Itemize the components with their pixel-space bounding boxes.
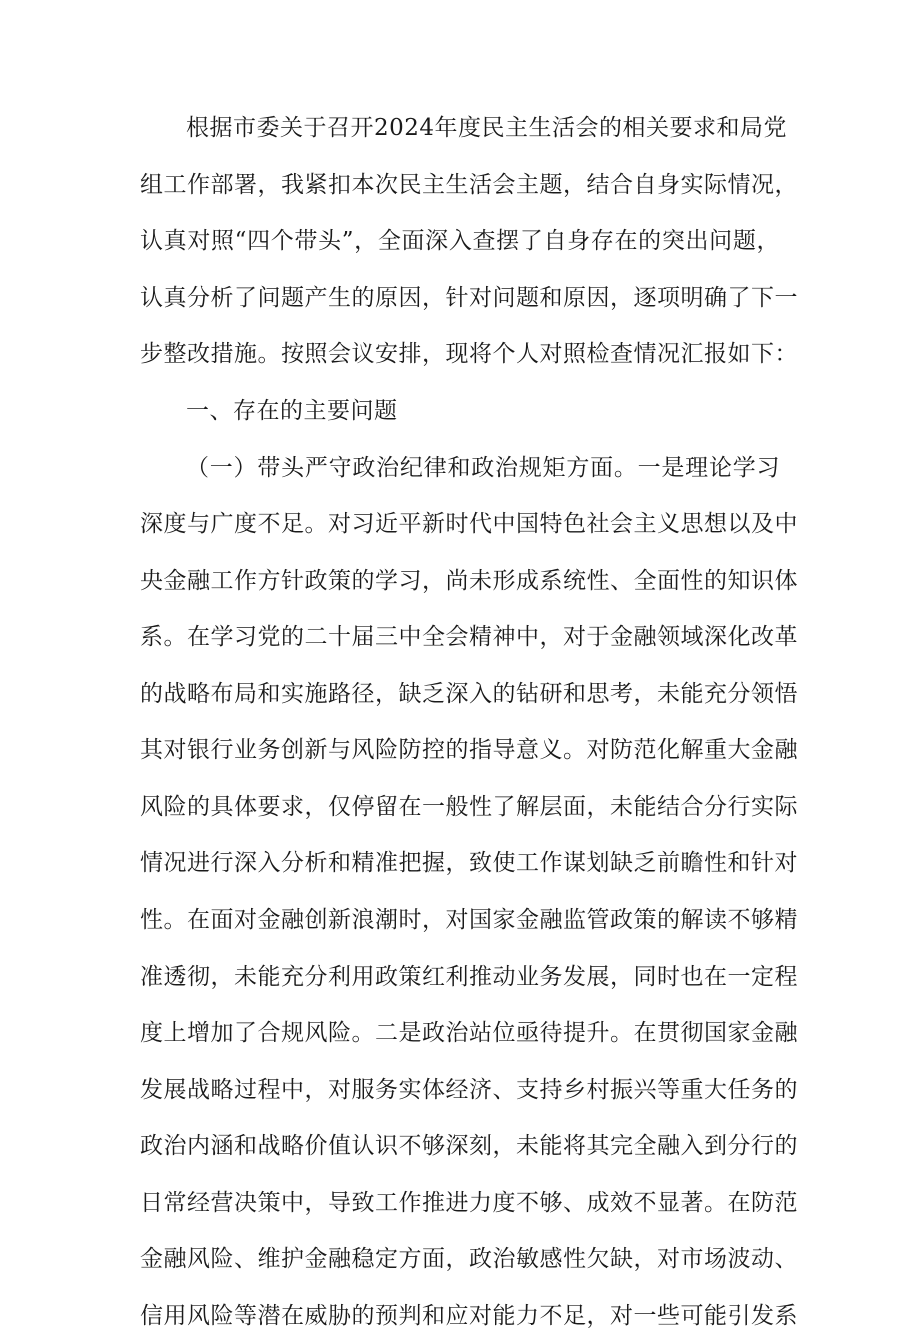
paragraph-body-line-4: 系。在学习党的二十届三中全会精神中，对于金融领域深化改革 <box>140 624 798 650</box>
paragraph-intro-line-1: 根据市委关于召开2024年度民主生活会的相关要求和局党 <box>186 115 788 141</box>
paragraph-body-line-2: 深度与广度不足。对习近平新时代中国特色社会主义思想以及中 <box>140 511 798 537</box>
paragraph-intro-line-4: 认真分析了问题产生的原因，针对问题和原因，逐项明确了下一 <box>140 285 798 311</box>
paragraph-body-line-13: 政治内涵和战略价值认识不够深刻，未能将其完全融入到分行的 <box>140 1133 798 1159</box>
paragraph-body-line-8: 情况进行深入分析和精准把握，致使工作谋划缺乏前瞻性和针对 <box>140 850 798 876</box>
paragraph-body-line-7: 风险的具体要求，仅停留在一般性了解层面，未能结合分行实际 <box>140 794 798 820</box>
paragraph-body-line-11: 度上增加了合规风险。二是政治站位亟待提升。在贯彻国家金融 <box>140 1020 798 1046</box>
paragraph-body-line-12: 发展战略过程中，对服务实体经济、支持乡村振兴等重大任务的 <box>140 1077 798 1103</box>
paragraph-body-line-6: 其对银行业务创新与风险防控的指导意义。对防范化解重大金融 <box>140 737 798 763</box>
paragraph-body-line-10: 准透彻，未能充分利用政策红利推动业务发展，同时也在一定程 <box>140 964 798 990</box>
paragraph-body-line-1: （一）带头严守政治纪律和政治规矩方面。一是理论学习 <box>186 455 780 481</box>
paragraph-body-line-14: 日常经营决策中，导致工作推进力度不够、成效不显著。在防范 <box>140 1190 798 1216</box>
paragraph-intro-line-3: 认真对照“四个带头”，全面深入查摆了自身存在的突出问题， <box>140 228 780 254</box>
paragraph-intro-line-5: 步整改措施。按照会议安排，现将个人对照检查情况汇报如下： <box>140 341 798 367</box>
paragraph-intro-line-2: 组工作部署，我紧扣本次民主生活会主题，结合自身实际情况， <box>140 172 798 198</box>
paragraph-body-line-3: 央金融工作方针政策的学习，尚未形成系统性、全面性的知识体 <box>140 568 798 594</box>
paragraph-body-line-16: 信用风险等潜在威胁的预判和应对能力不足，对一些可能引发系 <box>140 1303 798 1329</box>
section-heading: 一、存在的主要问题 <box>186 398 398 424</box>
paragraph-body-line-15: 金融风险、维护金融稳定方面，政治敏感性欠缺，对市场波动、 <box>140 1246 798 1272</box>
paragraph-body-line-5: 的战略布局和实施路径，缺乏深入的钻研和思考，未能充分领悟 <box>140 681 798 707</box>
paragraph-body-line-9: 性。在面对金融创新浪潮时，对国家金融监管政策的解读不够精 <box>140 907 798 933</box>
